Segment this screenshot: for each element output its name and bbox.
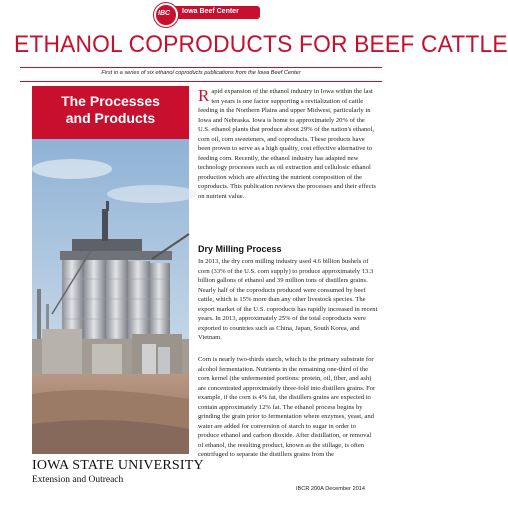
university-wordmark: IOWA STATE UNIVERSITY bbox=[32, 458, 204, 473]
page-title: ETHANOL COPRODUCTS FOR BEEF CATTLE bbox=[14, 31, 508, 58]
ethanol-plant-photo bbox=[32, 139, 189, 454]
section-title-line1: The Processes bbox=[61, 93, 160, 109]
publication-code: IBCR 200A December 2014 bbox=[296, 486, 366, 492]
series-subtitle: First in a series of six ethanol coproducts publications from the Iowa Beef Center bbox=[101, 70, 301, 76]
paragraph-text: In 2013, the dry corn milling industry used 4.6 billion bushels of corn (33% of the U.S. corn supply) to produce approximately 13.3 billion gallons of ethanol and 39 million tons of distillers grains. Nearly half of the coproducts produced were consumed by beef cattle, which is 15% more than any other livestock species. The export market of the U.S. coproducts has rapidly increased in recent years. In 2013, approximately 25% of the total coproducts were exported to countries such as China, Japan, South Korea, and Vietnam. bbox=[198, 258, 378, 341]
paragraph-text: Corn is nearly two-thirds starch, which is the primary substrate for alcohol fermentation. Nutrients in the remaining one-third of the corn kernel (the unfermented portions: protein, oil, fiber, and ash) are concentrated approximately three-fold into distillers grains. For example, if the corn is 4% fat, the distillers grains are expected to contain approximately 12% fat. The ethanol process begins by grinding the grain prior to fermentation where enzymes, yeast, and water are added for conversion of starch to sugar in order to produce ethanol and carbon dioxide. After distillation, or removal of ethanol, the resulting product, known as the stillage, is often centrifuged to separate the distillers grains from the bbox=[198, 356, 376, 458]
section-title-line2: and Products bbox=[65, 110, 156, 126]
section-title-panel bbox=[32, 86, 189, 139]
dry-milling-paragraph-2 bbox=[198, 355, 378, 460]
section-heading-dry-milling: Dry Milling Process bbox=[198, 244, 282, 254]
title-rule-bottom bbox=[20, 81, 382, 82]
intro-paragraph bbox=[198, 87, 378, 202]
iowa-beef-center-badge bbox=[150, 3, 264, 27]
badge-text: Iowa Beef Center bbox=[182, 8, 239, 15]
title-rule-top bbox=[20, 67, 382, 68]
dry-milling-paragraph-1 bbox=[198, 257, 378, 343]
intro-text: apid expansion of the ethanol industry in Iowa within the last ten years is one factor supporting a revitalization of cattle feeding in the Northern Plains and upper Midwest, particularly in Iowa and Nebraska. Iowa is home to approximately 20% of the U.S. ethanol plants that produce about 29% of the nation's ethanol, corn oil, corn sweeteners, and coproducts. These products have been proven to serve as a high quality, cost effective alternative to feeding corn. Recently, the ethanol industry has adapted new technology processes such as oil extraction and cellulosic ethanol production which are affecting the nutrient composition of the coproducts. This publication reviews the processes and their effects on nutrient value. bbox=[198, 88, 376, 201]
extension-outreach-label: Extension and Outreach bbox=[32, 475, 124, 485]
ibc-logo-icon: IBC bbox=[154, 3, 178, 27]
drop-cap: R bbox=[198, 86, 210, 105]
